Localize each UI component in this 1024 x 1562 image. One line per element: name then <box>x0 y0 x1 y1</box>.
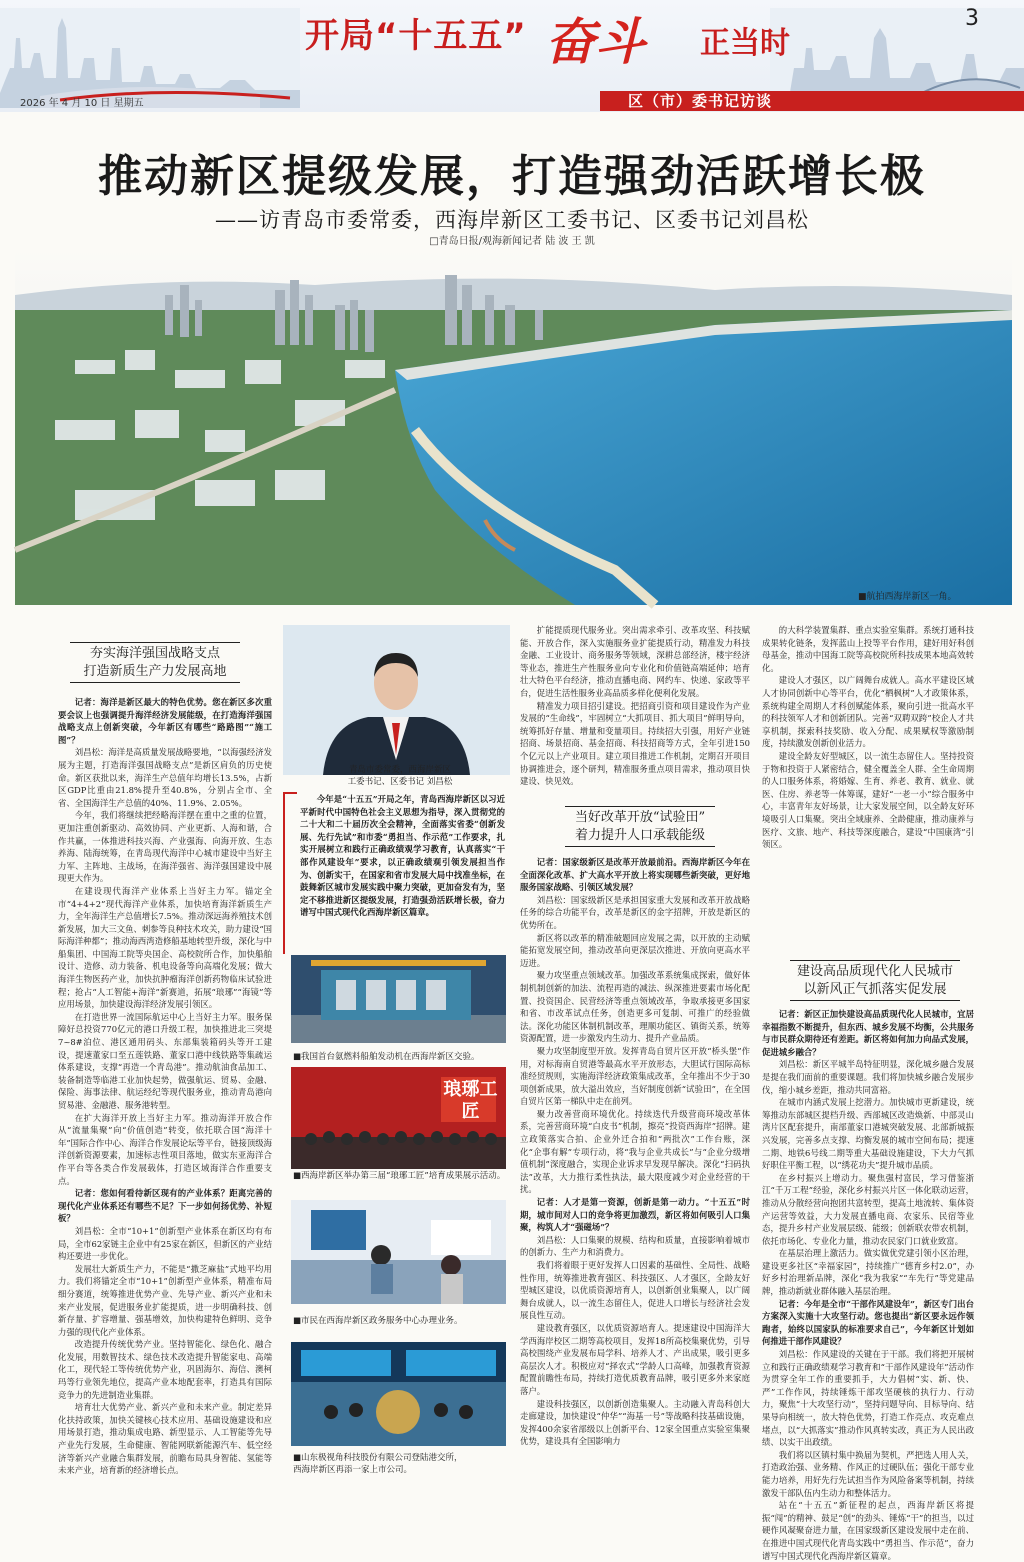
portrait-caption <box>305 764 495 788</box>
interview-question: 记者：您如何看待新区现有的产业体系？距离完善的现代化产业体系还有哪些不足？下一步如何扬优势、补短板？ <box>58 1188 272 1224</box>
article-column-1 <box>58 696 272 1476</box>
section-rule <box>790 1000 960 1001</box>
section-title-reform-line2: 着力提升人口承载能级 <box>574 828 705 843</box>
column-title-fendou: 奋斗 <box>545 12 645 71</box>
paragraph: 改造提升传统优势产业。坚持智能化、绿色化、融合化发展，用数智技术、绿色技术改造提升智能家电、高端化工，现代轻工等传统优势产业，巩固海尔、海信、澳柯玛等行业领先地位，提高产业本地配套率，打造具有国际竞争力的先进制造业集群。 <box>58 1339 272 1400</box>
intro-bracket <box>283 792 297 954</box>
section-title-ocean-line2: 打造新质生产力发展高地 <box>83 664 227 679</box>
article-column-2-top <box>520 624 750 804</box>
paragraph: 站在“十五五”新征程的起点，西海岸新区将提振“闯”的精神、鼓足“创”的劲头、锤炼“干”的担当，以过硬作风凝聚奋进力量，在国家级新区建设发展中走在前、在推进中国式现代化青岛实践中“勇担当、作示范”，奋力谱写中国式现代化西海岸新区篇章。 <box>762 1500 974 1561</box>
section-rule <box>70 642 240 643</box>
article-intro <box>300 793 505 919</box>
paragraph: 建设全龄友好型城区，以一流生态留住人。坚持投资于物和投资于人紧密结合，健全覆盖全人群、全生命周期的人口服务体系，将婚嫁、生育、养老、教育、就业、就医、住房、养老等一体筹谋，建好“一老一小”综合服务中心，丰富青年友好场景，让大家发展空间，以全龄友好环境吸引人口集聚。突出全域康养、全龄健康，推动康养与医疗、文旅、地产、科技等深度融合，建设“中国康湾”引领区。 <box>762 750 974 850</box>
paragraph: 在城市内涵式发展上挖潜力。加快城市更新建设，统筹推动东部城区提档升级、西部城区改造焕新、中部灵山湾片区配套提升，南部董家口港城突破发展、北部新城振兴发展，完善多点支撑、均衡发展的城市空间布局；提速二期、地铁6号线二期等重大基础设施建设，下大力气抓好职住平衡工程，以“绣花功夫”提升城市品质。 <box>762 1097 974 1171</box>
portrait-photo-liu-changsong <box>283 625 510 775</box>
interview-answer: 刘昌松：作风建设的关键在于干部。我们将把开展树立和践行正确政绩观学习教育和“干部作风建设年”活动作为贯穿全年工作的重要抓手，大力倡树“实、新、快、严”工作作风，持续锤炼干部攻坚硬核的执行力、行动力，聚焦“十大攻坚行动”，坚持问题导向、目标导向、结果导向相统一，放大特色优势，打造工作亮点、攻克难点堵点，以“大抓落实”推动作风真转实改，真正为人民出政绩、以实干出政绩。 <box>762 1349 974 1448</box>
interview-answer: 刘昌松：全市“10+1”创新型产业体系在新区均有布局，全市62家链主企业中有25家在新区，但新区的产业结构还要进一步优化。 <box>58 1225 272 1262</box>
interview-answer: 刘昌松：新区平城半岛特征明显，深化城乡融合发展是提在我们面前的重要课题。我们将加快城乡融合发展步伐，缩小城乡差距，推动共同富裕。 <box>762 1059 974 1095</box>
photo-ammonia-engine <box>291 955 506 1043</box>
page-number: 3 <box>965 6 979 31</box>
paragraph: 培育壮大优势产业、新兴产业和未来产业。制定差异化扶持政策，加快关键核心技术应用、基础设施建设和应用场景打造，推动集成电路、新型显示、人工智能等先导产业先行发展，生命健康、智能网联新能源汽车、低空经济等新兴产业融合集群发展，前瞻布局具身智能、氢能等未来产业，培育新的经济增长点。 <box>58 1402 272 1476</box>
article-column-3-bottom <box>762 1008 974 1561</box>
paragraph: 在乡村振兴上增动力。聚焦强村富民，学习借鉴浙江“千万工程”经验，深化乡村振兴片区一体化联动运营，推动从分散经营向抱团共富转型，提高土地流转、集体资产运营等效益，大力发展直播电商、农家乐、民宿等业态，提升乡村产业发展层级、能级；创新联农带农机制，依托市场化、专业化力量，推动农民家门口就业致富。 <box>762 1172 974 1246</box>
paragraph: 聚力攻坚制度型开放。发挥青岛自贸片区开放“桥头堡”作用，对标海南自贸港等最高水平开放形态，大胆试行国际高标准经贸规则，实施海洋经济政策集成改革，全年推出不少于30项创新成果，放大溢出效应，当好制度创新“试验田”，在全国自贸片区第一梯队中走在前列。 <box>520 1045 750 1107</box>
paragraph: 在基层治理上激活力。做实做优党建引领小区治理，建设更多社区“幸福家园”，持续推广“德育乡村2.0”，办好乡村治理新品牌，深化“我为我家”“车先行”等党建品牌，推动新就业群体融入基层治理。 <box>762 1248 974 1297</box>
paragraph: 聚力改善营商环境优化。持续迭代升级营商环境改革体系，完善营商环境“白皮书”机制，擦亮“投资西海岸”招牌。建立政策落实合拍、企业外迁合拍和“两批次”工作台账，深化“企事有解”专项行动，将“我与企业共成长”与“企业分级增值机制”深度融合，实现企业诉求早发现早解决。深化“扫码执法”改革，大力推行柔性执法，最大限度减少对企业经营的干扰。 <box>520 1108 750 1195</box>
interview-answer: 刘昌松：海洋是高质量发展战略要地，“以海强经济发展为主题，打造海洋强国战略支点”是新区肩负的历史使命。新区获批以来，海洋生产总值年均增长13.5%，占新区GDP比重由21.8%提升至40.8%，分别占全市、全省、全国海洋生产总值的40%、11.9%、2.05%。 <box>58 747 272 808</box>
interview-question: 记者：人才是第一资源，创新是第一动力。“十五五”时期，城市间对人口的竞争将更加激烈，新区将如何吸引人口集聚，构筑人才“强磁场”？ <box>520 1197 750 1233</box>
paragraph: 建设科技强区，以创新创造集聚人。主动融入青岛科创大走廊建设，加快建设“仲华”“海基一号”等战略科技基础设施，发挥400余家省部级以上创新平台、12家全国重点实验室集聚优势，建设具有全国影响力 <box>520 1398 750 1447</box>
section-title-ocean-line1: 夯实海洋强国战略支点 <box>89 646 220 661</box>
caption-ammonia-engine: ■我国首台氨燃料船舶发动机在西海岸新区交验。 <box>293 1052 480 1062</box>
interview-question: 记者：海洋是新区最大的特色优势。您在新区多次重要会议上也强调提升海洋经济发展能级，在打造海洋强国战略支点上创新突破，今年新区有哪些“路路图”“施工图”？ <box>58 697 272 745</box>
paragraph: 新区将以改革的精准破题回应发展之需，以开放的主动赋能拓宽发展空间，推动改革向更深层次推进、开放向更高水平迈进。 <box>520 932 750 968</box>
section-rule <box>70 682 240 683</box>
article-headline: 推动新区提级发展，打造强劲活跃增长极 <box>98 151 926 202</box>
caption-hkex-line1: ■山东极视角科技股份有限公司登陆港交所， <box>293 1453 463 1463</box>
interview-answer: 刘昌松：人口集聚的规模、结构和质量，直接影响着城市的创新力、生产力和消费力。 <box>520 1234 750 1258</box>
article-subhead: ——访青岛市委常委，西海岸新区工委书记、区委书记刘昌松 <box>215 208 809 232</box>
photo-hkex-listing <box>291 1342 506 1446</box>
paragraph: 在打造世界一流国际航运中心上当好主力军。服务保障好总投资770亿元的港口升级工程，加快推进北三突堤7~8#泊位、港区通用码头、东部集装箱码头等开工建设，提速董家口至五莲铁路、董家口港中线铁路等集疏运体系建设，支撑“再造一个青岛港”。推动航油食品加工、装备制造等临港工业加快起势，做强航运、贸易、金融、保险、海事法律、航运经纪等现代服务业，推动青岛港向贸易港、金融港、服务港转型。 <box>58 1011 272 1110</box>
aerial-photo-xihaian <box>15 250 1012 605</box>
interview-question: 记者：国家级新区是改革开放最前沿。西海岸新区今年在全面深化改革、扩大高水平开放上将实现哪些新突破，更好地服务国家战略、引领区域发展？ <box>520 857 750 893</box>
column-title-dangshi: 正当时 <box>700 26 790 61</box>
photo-service-center <box>291 1200 506 1304</box>
article-byline: □青岛日报/观海新闻记者 陆 波 王 凯 <box>429 236 595 247</box>
section-title-reform-line1: 当好改革开放“试验田” <box>574 810 706 825</box>
paragraph: 的大科学装置集群、重点实验室集群。系统打通科技成果转化链条，发挥蓝山上投等平台作用，建好用好科创母基金，推动中国海工院等高校院所科技成果本地高效转化。 <box>762 625 974 673</box>
section-rule <box>790 960 960 961</box>
paragraph: 发展壮大新质生产力，不能是“撒芝麻盐”式地平均用力。我们将锚定全市“10+1”创新型产业体系，精准布局细分赛道，统筹推进优势产业、先导产业、新兴产业和未来产业发展，促进服务业扩能提质，进一步明确科技、创新存量、扩容增量、强基增效，加快构建特色鲜明、竞争力强的现代化产业体系。 <box>58 1263 272 1337</box>
column-title-kaiju: 开局“十五五” <box>305 16 527 56</box>
paragraph: 建设教育强区，以优质资源培育人。提速建设中国海洋大学西海岸校区二期等高校项目，发挥18所高校集聚优势，引导高校围绕产业发展布局学科、培养人才、产出成果，吸引更多高层次人才。积极应对“择农式”学龄人口高峰，加强教育资源配置前瞻性布局，持续打造优质教育品牌，吸引更多外来家庭落户。 <box>520 1322 750 1396</box>
masthead <box>0 0 1024 112</box>
issue-date: 2026 年 4 月 10 日 星期五 <box>20 98 144 109</box>
paragraph: 建设人才强区，以广阔舞台成就人。高水平建设区域人才协同创新中心等平台，优化“栖枫树”人才政策体系，系统构建全周期人才科创赋能体系，聚向引进一批高水平的科技领军人才和创新团队。完善“双聘双跨”校企人才共享机制，探索科技奖励、收入分配、成果赋权等激励制度，持续激发创新创业活力。 <box>762 675 974 749</box>
paragraph: 在扩大海洋开放上当好主力军。推动海洋开放合作从“流量集聚”向“价值创造”转变，依托联合国“海洋十年”国际合作中心、海洋合作发展论坛等平台，链接顶级海洋创新资源要素，加速标志性项目落地，做实东亚海洋合作平台等各类合作发展载体，打造区域海洋合作重要支点。 <box>58 1112 272 1186</box>
portrait-caption-line1: 青岛市委常委，西海岸新区 <box>348 765 451 775</box>
caption-hkex-line2: 西海岸新区再添一家上市公司。 <box>293 1465 413 1475</box>
paragraph: 今年，我们将继续把经略海洋摆在重中之重的位置，更加注重创新驱动、高效协同、产业更新、人海和谐，合作共赢，一体推进科技兴海、产业强海、向海开放、生态养海、陆海统筹，在青岛现代海洋中心城市建设中当好主力军、主阵地、主战场，在海洋强省、海洋强国建设中展现更大作为。 <box>58 810 272 884</box>
section-label: 区（市）委书记访谈 <box>628 92 773 110</box>
caption-langya-craftsmen: ■西海岸新区举办第三届“琅琊工匠”培育成果展示活动。 <box>293 1171 506 1181</box>
paragraph: 在建设现代海洋产业体系上当好主力军。锚定全市“4+4+2”现代海洋产业体系，加快培育海洋新质生产力，全年海洋生产总值增长7.5%。推动深远海养殖技术创新发展，加大三文鱼、刺参等良种技术攻关，助力建设“国际海洋种都”；推动海西湾造修船基地转型升级，深化与中船集团、中国海工院等央国企、高校院所合作，加快船舶设计、造修、动力装备、机电设备等向高端化发展；做大海洋生物医药产业，加快抗肿瘤海洋创新药物临床试验进程；抢占“人工智能+海洋”新赛道，拓展“琅琊”“海镜”等应用场景，加快建设海洋经济发展引领区。 <box>58 885 272 1010</box>
paragraph: 我们将以区镇村集中换届为契机，严把选人用人关，打造政治强、业务精、作风正的过硬队伍；强化干部专业能力培养，用好先行先试担当作为风险备案等机制，持续激发干部队伍内生动力和整体活力。 <box>762 1449 974 1498</box>
interview-answer: 刘昌松：国家级新区是承担国家重大发展和改革开放战略任务的综合功能平台，改革是新区的金字招牌，开放是新区的优势所在。 <box>520 894 750 930</box>
interview-question: 记者：新区正加快建设高品质现代化人民城市，宜居幸福指数不断提升，但东西、城乡发展不均衡，公共服务与市民群众期待还有差距。新区将如何加力向品式发展，促进城乡融合？ <box>762 1009 974 1057</box>
paragraph: 我们将着眼于更好发挥人口因素的基础性、全局性、战略性作用，统筹推进教育强区、科技强区、人才强区，全龄友好型城区建设，以优质资源培育人，以创新创业集聚人，以广阔舞台成就人，以一流生态留住人，促进人口增长与经济社会发展良性互动。 <box>520 1260 750 1321</box>
city-skyline-left-illustration <box>0 8 300 108</box>
paragraph: 精准发力项目招引建设。把招商引资和项目建设作为产业发展的“生命线”，牢固树立“大抓项目、抓大项目”鲜明导向，统筹抓好存量、增量和变量项目。持续招大引强，用好产业链招商、场景招商、基金招商、科技招商等方式，全年引进150个亿元以上产业项目。建立项目推进工作机制，定期召开项目协调推进会，逐个研判，精准服务重点项目需求，推动项目快建设、快见效。 <box>520 700 750 787</box>
article-column-3-top <box>762 624 974 952</box>
article-column-2-bottom <box>520 856 750 1476</box>
portrait-caption-line2: 工委书记、区委书记 刘昌松 <box>347 777 453 787</box>
interview-question: 记者：今年是全市“干部作风建设年”，新区专门出台方案深入实施十大攻坚行动。您也提出“新区要永远作领跑者，始终以国家队的标准要求自己”，今年新区计划如何推进干部作风建设？ <box>762 1298 974 1347</box>
caption-hkex-listing <box>293 1452 508 1476</box>
langya-sign: 琅琊工匠 <box>443 1079 498 1122</box>
aerial-photo-caption: ■航拍西海岸新区一角。 <box>858 592 957 602</box>
intro-text: 今年是“十五五”开局之年，青岛西海岸新区以习近平新时代中国特色社会主义思想为指导，深入贯彻党的二十大和二十届历次全会精神，全面落实省委“创新发展、先行先试”和市委“勇担当、作示范”工作要求，扎实开展树立和践行正确政绩观学习教育，认真落实“干部作风建设年”要求，以正确政绩观引领发展担当作为、创新实干，在国家和省市发展大局中找准坐标，在鼓舞新区城市发展实践中聚力突破，更加奋发有为，坚定不移推进新区提级发展，打造强劲活跃增长极，奋力谱写中国式现代化西海岸新区篇章。 <box>300 794 505 918</box>
section-title-city-line2: 以新风正气抓落实促发展 <box>803 982 947 997</box>
caption-service-center: ■市民在西海岸新区政务服务中心办理业务。 <box>293 1316 463 1326</box>
paragraph: 聚力攻坚重点领域改革。加强改革系统集成探索，做好体制机制创新的加法、流程再造的减法、纵深推进要素市场化配置、投资国企、民营经济等重点领域改革，争取承接更多国家和省、市改革试点任务，创造更多可复制、可推广的经验做法。深化功能区体制机制改革，理顺功能区、镇街关系，统筹资源配置，进一步激发内生动力、提升产业品质。 <box>520 970 750 1044</box>
section-rule <box>565 806 715 807</box>
section-title-city-line1: 建设高品质现代化人民城市 <box>796 964 953 979</box>
paragraph: 扩能提质现代服务业。突出需求牵引、改革攻坚、科技赋能、开放合作，深入实施服务业扩能提质行动，精准发力科技金融、工业设计、商务服务等领域，深耕总部经济，楼宇经济等业态，推进生产性服务业向专业化和价值链高端延伸；培育壮大特色平台经济，推动直播电商、网约车、快递、家政等平台，促进生活性服务业高品质多样化便利化发展。 <box>520 625 750 698</box>
section-rule <box>565 846 715 847</box>
